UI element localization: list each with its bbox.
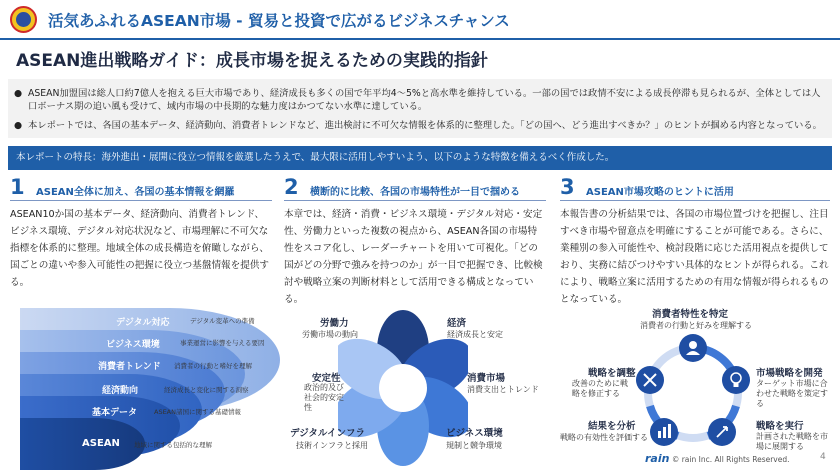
feature-band: 本レポートの特長：海外進出・展開に役立つ情報を厳選したうえで、最大限に活用しやすいよう、以下のような特徴を備えるべく作成した。 [8, 146, 832, 170]
pyramid-label: 基本データ [92, 408, 138, 418]
flower-sub: 技術インフラと採用 [296, 441, 368, 450]
pyramid-desc: デジタル変革への準備 [190, 317, 255, 325]
pyramid-label: ASEAN [82, 438, 120, 449]
flower-sub: 消費支出とトレンド [467, 385, 539, 394]
flower-center [379, 364, 427, 412]
feature-divider [560, 200, 830, 201]
cycle-sub: ターゲット市場に合わせた戦略を策定する [756, 379, 828, 408]
pyramid-desc: 事業運営に影響を与える要因 [180, 339, 265, 347]
flower-sub: 経済成長と安定 [447, 330, 503, 339]
pyramid-desc: 経済成長と変化に関する洞察 [164, 386, 249, 394]
pyramid-desc: 地域に関する包括的な理解 [134, 441, 212, 449]
bullet-dot-icon: ● [14, 88, 23, 99]
pyramid-desc: 消費者の行動と嗜好を理解 [174, 362, 252, 370]
flower-title: 労働力 [320, 318, 349, 329]
asean-logo-icon [10, 6, 37, 33]
cycle-title: 戦略を調整 [588, 368, 636, 379]
header-bar [0, 0, 840, 40]
feature-heading-1: ASEAN全体に加え、各国の基本情報を網羅 [36, 187, 235, 198]
cycle-sub: 計画された戦略を市場に展開する [756, 432, 828, 451]
flower-title: 消費市場 [467, 373, 506, 384]
summary-box [8, 79, 832, 138]
cycle-sub: 改善のために戦略を修正する [572, 379, 628, 398]
pyramid-label: ビジネス環境 [106, 340, 160, 350]
footer [645, 452, 790, 465]
bullet-dot-icon: ● [14, 120, 23, 131]
flower-sub: 政治的及び社会的安定性 [304, 383, 344, 412]
feature-number-2: 2 [284, 175, 299, 199]
pyramid-label: 消費者トレンド [98, 362, 161, 372]
feature-body-3: 本報告書の分析結果では、各国の市場位置づけを把握し、注目すべき市場や留意点を明確にすることが可能である。さらに、業種別の参入可能性や、検討段階に応じた活用視点を提供しており、実務に結びつけやすい具体的なヒントが得られる。これにより、戦略立案に活用するための有用な情報が得られるものとなっている。 [560, 209, 829, 305]
cycle-title: 市場戦略を開発 [756, 368, 823, 379]
guide-title: ASEAN進出戦略ガイド：成長市場を捉えるための実践的指針 [16, 51, 488, 71]
cycle-sub: 戦略の有効性を評価する [560, 433, 648, 442]
cycle-title: 戦略を実行 [756, 421, 804, 432]
feature-number-1: 1 [10, 175, 25, 199]
feature-body-2: 本章では、経済・消費・ビジネス環境・デジタル対応・安定性、労働力といった複数の視点から、ASEAN各国の市場特性をスコア化し、レーダーチャートを用いて可視化。「どの国がどの分野で強みを持つのか」が一目で把握でき、比較検討や戦略立案の判断材料として活用できる構成となっている。 [284, 209, 543, 305]
copyright-text: © rain Inc. All Rights Reserved. [671, 455, 790, 464]
feature-body-1: ASEAN10か国の基本データ、経済動向、消費者トレンド、ビジネス環境、デジタル対応状況など、市場理解に不可欠な指標を体系的に整理。地域全体の成長構造を俯瞰しながら、国ごとの違いや参入可能性の把握に役立つ基盤情報を提供する。 [10, 209, 270, 288]
feature-heading-2: 横断的に比較、各国の市場特性が一目で掴める [310, 187, 520, 198]
pyramid-label: デジタル対応 [116, 318, 170, 328]
flower-title: 安定性 [312, 373, 341, 384]
page-number: 4 [820, 452, 826, 462]
cycle-sub: 消費者の行動と好みを理解する [640, 321, 752, 330]
cycle-title: 結果を分析 [588, 421, 636, 432]
feature-divider [10, 200, 272, 201]
header-title: 活気あふれるASEAN市場 - 貿易と投資で広がるビジネスチャンス [48, 12, 510, 30]
flower-title: 経済 [447, 318, 467, 329]
pyramid-desc: ASEAN諸国に関する基礎情報 [154, 408, 241, 416]
brand-logo: rain [645, 452, 670, 465]
flower-sub: 規制と競争環境 [446, 441, 502, 450]
flower-title: デジタルインフラ [290, 428, 365, 439]
feature-divider [284, 200, 546, 201]
flower-title: ビジネス環境 [446, 428, 503, 439]
feature-number-3: 3 [560, 175, 575, 199]
pyramid-label: 経済動向 [102, 386, 139, 396]
bulb-icon [722, 366, 750, 394]
summary-bullet-2: ● 本レポートでは、各国の基本データ、経済動向、消費者トレンドなど、進出検討に不可欠な情報を体系的に整理した。「どの国へ、どう進出すべきか？」のヒントが掴める内容となっている。 [14, 120, 822, 131]
summary-bullet-1: ● ASEAN加盟国は総人口約7億人を抱える巨大市場であり、経済成長も多くの国で年平均4～5%と高水準を維持している。一部の国では政情不安による成長停滞も見られるが、全体としては人口ボーナス期の追い風も受けて、域内市場の中長期的な魅力度はかつてない水準に達している。 [14, 88, 821, 112]
cycle-title: 消費者特性を特定 [652, 309, 729, 320]
flower-sub: 労働市場の動向 [302, 330, 358, 339]
feature-heading-3: ASEAN市場攻略のヒントに活用 [586, 187, 734, 198]
